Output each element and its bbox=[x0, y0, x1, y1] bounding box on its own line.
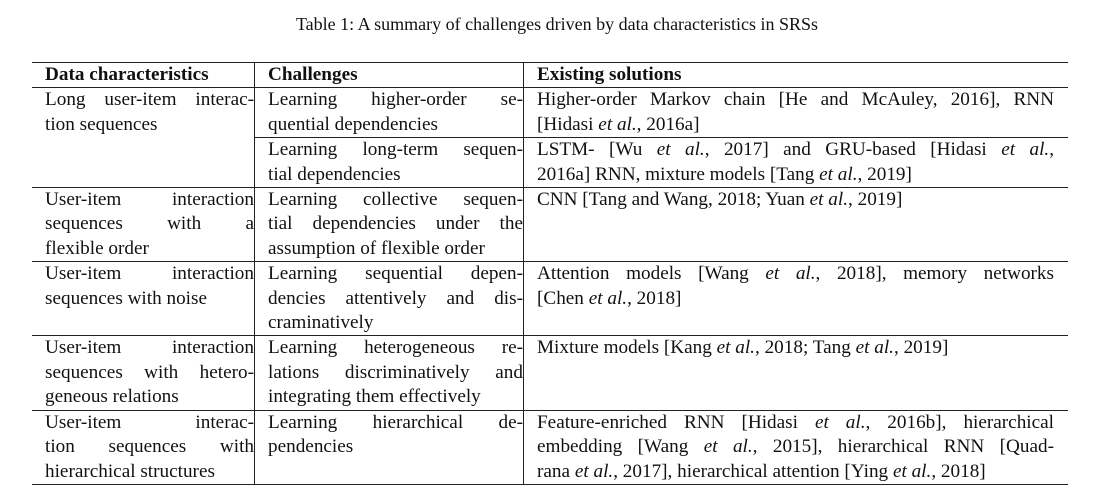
data-characteristic-cell bbox=[32, 262, 255, 336]
solution-line: Mixture models [Kang et al., 2018; Tang et al., 2019] bbox=[537, 337, 949, 359]
data-characteristic-line: tion sequences with bbox=[45, 436, 254, 458]
data-characteristic-line: hierarchical structures bbox=[45, 460, 215, 482]
data-characteristic-line: User-item interac- bbox=[45, 411, 254, 433]
data-characteristic-line: sequences with a bbox=[45, 213, 254, 235]
solution-line: Attention models [Wang et al., 2018], memory networks bbox=[537, 263, 1054, 285]
data-characteristic-line: User-item interaction bbox=[45, 337, 254, 359]
challenge-cell bbox=[255, 88, 524, 138]
data-characteristic-cell bbox=[32, 88, 255, 188]
header-challenges: Challenges bbox=[255, 63, 524, 88]
challenge-line: tial dependencies bbox=[268, 163, 401, 185]
challenge-cell bbox=[255, 138, 524, 188]
table-row bbox=[32, 88, 1068, 138]
challenge-cell bbox=[255, 262, 524, 336]
solution-cell bbox=[524, 336, 1069, 410]
challenge-line: Learning collective sequen- bbox=[268, 189, 523, 211]
challenge-line: assumption of flexible order bbox=[268, 237, 485, 259]
table-row bbox=[32, 262, 1068, 336]
data-characteristic-line: flexible order bbox=[45, 237, 149, 259]
challenge-line: dencies attentively and dis- bbox=[268, 287, 523, 309]
solution-line: Feature-enriched RNN [Hidasi et al., 2016b], hierarchical bbox=[537, 411, 1054, 433]
solution-line: LSTM- [Wu et al., 2017] and GRU-based [Hidasi et al., bbox=[537, 139, 1054, 161]
data-characteristic-cell bbox=[32, 336, 255, 410]
solution-line: [Hidasi et al., 2016a] bbox=[537, 113, 700, 135]
solution-cell bbox=[524, 262, 1069, 336]
challenge-line: Learning higher-order se- bbox=[268, 89, 523, 111]
solution-cell bbox=[524, 188, 1069, 262]
table-body bbox=[32, 88, 1068, 485]
challenge-line: Learning heterogeneous re- bbox=[268, 337, 523, 359]
solution-cell bbox=[524, 138, 1069, 188]
challenge-line: pendencies bbox=[268, 436, 354, 458]
challenge-line: tial dependencies under the bbox=[268, 213, 523, 235]
solution-line: CNN [Tang and Wang, 2018; Yuan et al., 2019] bbox=[537, 189, 903, 211]
challenge-line: Learning sequential depen- bbox=[268, 263, 523, 285]
header-data-characteristics: Data characteristics bbox=[32, 63, 255, 88]
challenge-line: Learning hierarchical de- bbox=[268, 411, 523, 433]
solution-line: rana et al., 2017], hierarchical attention [Ying et al., 2018] bbox=[537, 460, 986, 482]
challenge-line: lations discriminatively and bbox=[268, 361, 523, 383]
header-row bbox=[32, 63, 1068, 88]
solution-cell bbox=[524, 88, 1069, 138]
data-characteristic-cell bbox=[32, 410, 255, 484]
table-caption: Table 1: A summary of challenges driven by data characteristics in SRSs bbox=[295, 14, 819, 34]
challenge-line: quential dependencies bbox=[268, 113, 438, 135]
table-row bbox=[32, 410, 1068, 484]
data-characteristic-line: User-item interaction bbox=[45, 189, 254, 211]
challenges-table bbox=[32, 62, 1068, 485]
data-characteristic-line: tion sequences bbox=[45, 113, 158, 135]
challenge-cell bbox=[255, 188, 524, 262]
challenge-line: integrating them effectively bbox=[268, 386, 481, 408]
challenge-cell bbox=[255, 410, 524, 484]
header-existing-solutions: Existing solutions bbox=[524, 63, 1069, 88]
data-characteristic-cell bbox=[32, 188, 255, 262]
challenge-line: Learning long-term sequen- bbox=[268, 139, 523, 161]
data-characteristic-line: geneous relations bbox=[45, 386, 179, 408]
solution-line: Higher-order Markov chain [He and McAuley, 2016], RNN bbox=[537, 89, 1054, 111]
solution-line: [Chen et al., 2018] bbox=[537, 287, 682, 309]
data-characteristic-line: sequences with noise bbox=[45, 287, 207, 309]
solution-line: embedding [Wang et al., 2015], hierarchical RNN [Quad- bbox=[537, 436, 1054, 458]
challenge-line: craminatively bbox=[268, 312, 374, 334]
data-characteristic-line: sequences with hetero- bbox=[45, 361, 254, 383]
table-row bbox=[32, 336, 1068, 410]
data-characteristic-line: Long user-item interac- bbox=[45, 89, 254, 111]
data-characteristic-line: User-item interaction bbox=[45, 263, 254, 285]
challenge-cell bbox=[255, 336, 524, 410]
solution-cell bbox=[524, 410, 1069, 484]
solution-line: 2016a] RNN, mixture models [Tang et al., 2019] bbox=[537, 163, 912, 185]
table-row bbox=[32, 188, 1068, 262]
